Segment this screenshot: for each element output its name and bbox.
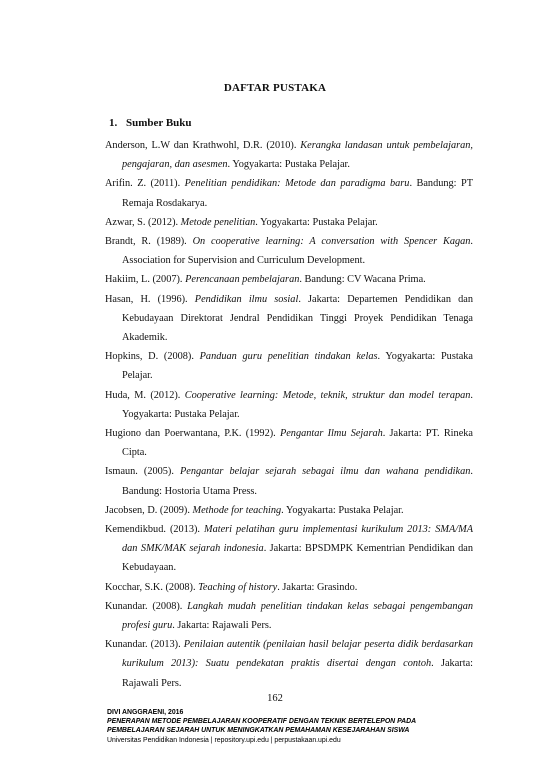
- ref-title: Langkah mudah penelitian tindakan kelas sebagai pengembangan profesi guru: [122, 600, 474, 632]
- ref-author: Azwar, S. (2012).: [105, 216, 181, 228]
- ref-publisher: . Bandung: CV Wacana Prima.: [299, 274, 426, 286]
- reference-list: [105, 136, 473, 693]
- reference-entry: [105, 290, 473, 348]
- reference-entry: [105, 347, 473, 385]
- ref-title: Teaching of history: [198, 581, 278, 593]
- ref-author: Hugiono dan Poerwantana, P.K. (1992).: [105, 428, 280, 440]
- section-heading: [109, 117, 192, 129]
- reference-entry: [105, 232, 473, 270]
- ref-publisher: . Jakarta: BPSDMPK Kementrian Pendidikan dan Kebudayaan.: [122, 543, 474, 574]
- ref-author: Hopkins, D. (2008).: [105, 351, 200, 363]
- ref-title: Kerangka landasan untuk pembelajaran, pengajaran, dan asesmen: [122, 140, 473, 171]
- ref-author: Brandt, R. (1989).: [105, 236, 193, 248]
- ref-author: Ismaun. (2005).: [105, 466, 180, 478]
- ref-author: Kemendikbud. (2013).: [105, 524, 204, 536]
- ref-author: Arifin. Z. (2011).: [105, 178, 185, 190]
- ref-publisher: . Association for Supervision and Curriculum Development.: [122, 236, 473, 267]
- ref-title: Panduan guru penelitian tindakan kelas: [199, 351, 378, 363]
- footer-institution: Universitas Pendidikan Indonesia | repository.upi.edu | perpustakaan.upi.edu: [107, 736, 341, 744]
- reference-entry: [105, 597, 473, 635]
- ref-title: Pengantar Ilmu Sejarah: [279, 428, 383, 440]
- footer-title-line: PENERAPAN METODE PEMBELAJARAN KOOPERATIF DENGAN TEKNIK BERTELEPON PADA: [107, 718, 417, 726]
- reference-entry: [105, 270, 473, 289]
- ref-author: Hasan, H. (1996).: [105, 293, 195, 305]
- ref-publisher: . Yogyakarta: Pustaka Pelajar.: [122, 351, 473, 382]
- ref-author: Kocchar, S.K. (2008).: [105, 581, 199, 593]
- reference-entry: [105, 501, 473, 520]
- reference-entry: [105, 174, 473, 212]
- page-title: DAFTAR PUSTAKA: [223, 82, 327, 94]
- reference-entry: [105, 386, 473, 424]
- ref-title: Materi pelatihan guru implementasi kurikulum 2013: SMA/MA dan SMK/MAK sejarah indonesia: [122, 524, 473, 555]
- section-label: Sumber Buku: [126, 117, 192, 129]
- ref-publisher: . Jakarta: PT. Rineka Cipta.: [122, 428, 473, 459]
- ref-publisher: . Jakarta: Grasindo.: [277, 581, 358, 593]
- ref-title: Penelitian pendidikan: Metode dan paradigma baru: [184, 178, 410, 190]
- ref-title: Perencanaan pembelajaran: [185, 274, 300, 286]
- ref-publisher: . Yogyakarta: Pustaka Pelajar.: [122, 389, 473, 420]
- page-number: 162: [267, 693, 283, 704]
- ref-author: Kunandar. (2008).: [105, 600, 188, 612]
- ref-title: Metode penelitian: [180, 216, 256, 228]
- ref-publisher: . Bandung: Hostoria Utama Press.: [122, 466, 473, 497]
- ref-publisher: . Jakarta: Rajawali Pers.: [122, 658, 473, 689]
- reference-entry: [105, 520, 473, 578]
- reference-entry: [105, 462, 473, 500]
- ref-author: Anderson, L.W dan Krathwohl, D.R. (2010).: [105, 140, 301, 151]
- ref-publisher: . Yogyakarta: Pustaka Pelajar.: [281, 504, 404, 516]
- ref-publisher: . Yogyakarta: Pustaka Pelajar.: [227, 159, 350, 171]
- ref-title: On cooperative learning: A conversation with Spencer Kagan: [192, 236, 471, 248]
- reference-entry: [105, 635, 473, 693]
- ref-author: Hakiim, L. (2007).: [105, 274, 186, 286]
- ref-title: Pendidikan ilmu sosial: [194, 293, 299, 305]
- ref-publisher: . Jakarta: Rajawali Pers.: [172, 620, 272, 632]
- reference-entry: [105, 136, 473, 174]
- ref-publisher: . Yogyakarta: Pustaka Pelajar.: [255, 216, 378, 228]
- footer-title-line: PEMBELAJARAN SEJARAH UNTUK MENINGKATKAN PEMAHAMAN KESEJARAHAN SISWA: [107, 727, 410, 735]
- ref-publisher: . Bandung: PT Remaja Rosdakarya.: [122, 178, 473, 209]
- footer-author: DIVI ANGGRAENI, 2016: [107, 709, 184, 716]
- reference-entry: [105, 578, 473, 597]
- reference-entry: [105, 213, 473, 232]
- ref-publisher: . Jakarta: Departemen Pendidikan dan Kebudayaan Direktorat Jendral Pendidikan Tinggi Proyek Pendidikan Tenaga Akademik.: [122, 293, 473, 344]
- ref-title: Methode for teaching: [192, 504, 282, 516]
- ref-title: Penilaian autentik (penilaian hasil belajar peserta didik berdasarkan kurikulum 2013): Suatu pendekatan praktis disertai dengan contoh: [122, 639, 474, 670]
- section-number: 1.: [109, 117, 118, 129]
- page-footer: [107, 708, 507, 745]
- ref-title: Cooperative learning: Metode, teknik, struktur dan model terapan: [184, 389, 471, 401]
- ref-title: Pengantar belajar sejarah sebagai ilmu dan wahana pendidikan: [179, 466, 471, 478]
- ref-author: Kunandar. (2013).: [105, 639, 184, 651]
- reference-entry: [105, 424, 473, 462]
- ref-author: Huda, M. (2012).: [105, 389, 185, 401]
- ref-author: Jacobsen, D. (2009).: [105, 504, 193, 516]
